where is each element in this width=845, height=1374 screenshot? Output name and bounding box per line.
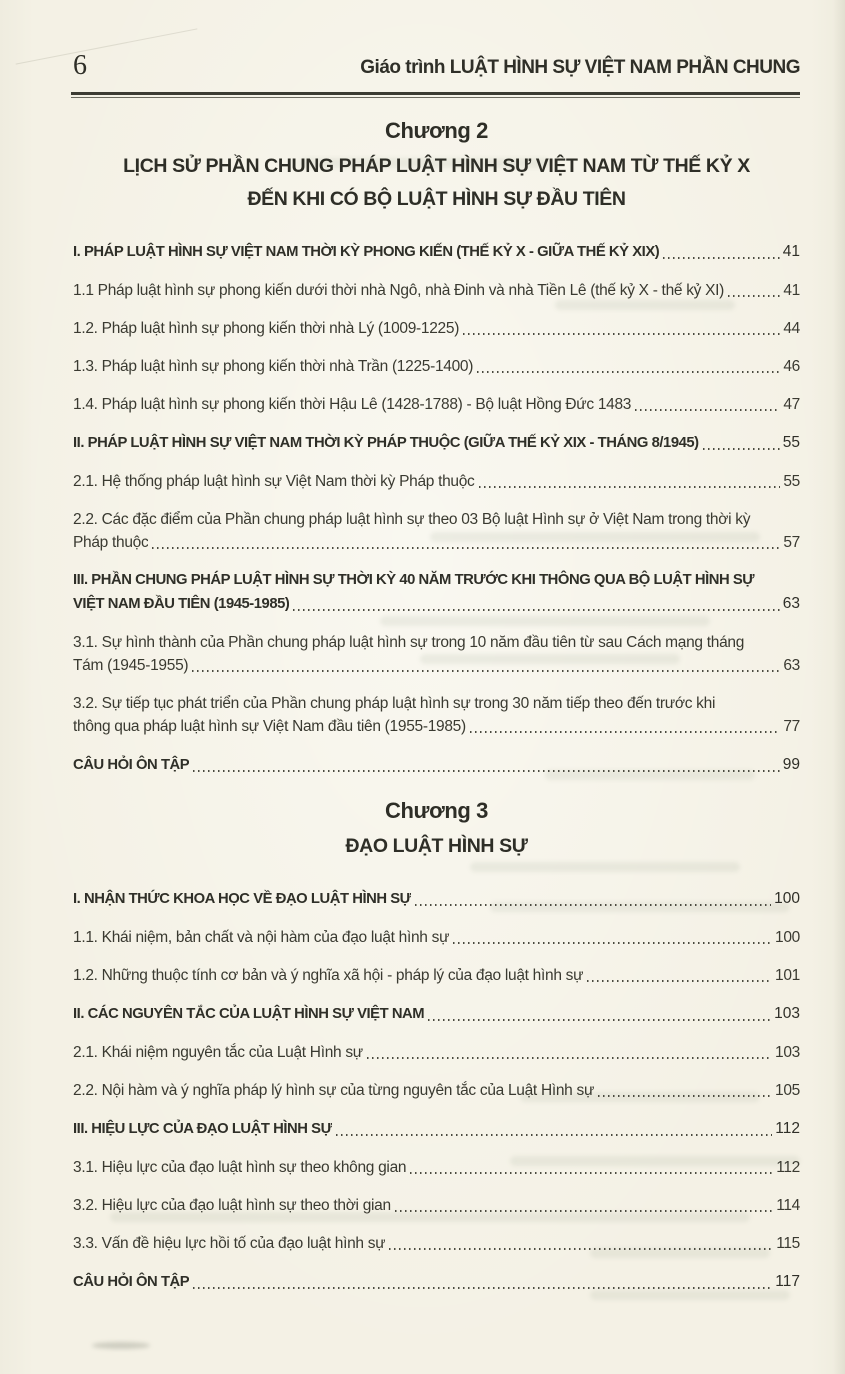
dot-leader [598, 1095, 772, 1097]
toc-entry [73, 964, 800, 987]
toc-entry-row [73, 240, 800, 264]
dot-leader [192, 670, 780, 672]
toc-entry [73, 1117, 800, 1141]
toc-entry-text: I. PHÁP LUẬT HÌNH SỰ VIỆT NAM THỜI KỲ PHONG KIẾN (THẾ KỶ X - GIỮA THẾ KỶ XIX) [73, 244, 660, 260]
toc-entry [73, 1041, 800, 1064]
toc-page-ref: 105 [775, 1082, 800, 1099]
toc-page-ref: 99 [782, 756, 800, 773]
toc-page-ref: 47 [783, 396, 800, 413]
toc-entry [73, 470, 800, 493]
toc-entry-row [73, 715, 800, 738]
toc-entry [73, 240, 800, 264]
toc-entry-text: 2.2. Các đặc điểm của Phần chung pháp luật hình sự theo 03 Bộ luật Hình sự ở Việt Nam trong thời kỳ [73, 511, 751, 528]
dot-leader [479, 486, 781, 488]
toc-entry-text: 1.1. Khái niệm, bản chất và nội hàm của đạo luật hình sự [73, 929, 450, 946]
toc-page-ref: 41 [782, 243, 800, 260]
toc-page-ref: 55 [782, 434, 800, 451]
chapter-title-line: ĐẠO LUẬT HÌNH SỰ [345, 835, 528, 857]
toc-entry-row [73, 964, 800, 987]
toc-entry [73, 1194, 800, 1217]
toc-entry-text: Tám (1945-1955) [73, 657, 189, 674]
dot-leader [453, 942, 772, 944]
toc-entry-row [73, 1117, 800, 1141]
toc-entry-row [73, 654, 800, 677]
toc-page-ref: 103 [775, 1044, 800, 1061]
toc-entry [73, 279, 800, 302]
chapter-label: Chương 3 [385, 798, 488, 823]
dot-leader [635, 409, 780, 411]
toc-chapter [73, 118, 800, 777]
toc-page-ref: 41 [783, 282, 800, 299]
chapter-label: Chương 2 [385, 118, 488, 143]
chapter-title-line: ĐẾN KHI CÓ BỘ LUẬT HÌNH SỰ ĐẦU TIÊN [247, 188, 626, 210]
header-rule [71, 92, 800, 99]
toc-page-ref: 114 [776, 1197, 800, 1214]
toc-entry [73, 1232, 800, 1255]
toc-entry-text: 3.2. Hiệu lực của đạo luật hình sự theo thời gian [73, 1197, 391, 1214]
running-title-prefix: Giáo trình [360, 57, 450, 78]
toc-page-ref: 103 [774, 1005, 800, 1022]
dot-leader [663, 257, 780, 259]
dot-leader [728, 295, 780, 297]
toc-entry-text: 3.1. Hiệu lực của đạo luật hình sự theo không gian [73, 1159, 407, 1176]
dot-leader [367, 1057, 772, 1059]
toc-entry [73, 393, 800, 416]
chapter-entries [73, 887, 800, 1294]
toc-entry [73, 1079, 800, 1102]
scan-edge-shadow [833, 0, 845, 1374]
toc-entry-text: 1.2. Những thuộc tính cơ bản và ý nghĩa xã hội - pháp lý của đạo luật hình sự [73, 967, 584, 984]
toc-entry-text: 3.1. Sự hình thành của Phần chung pháp luật hình sự trong 10 năm đầu tiên từ sau Cách mạng tháng [73, 634, 745, 651]
toc-entry [73, 431, 800, 455]
dot-leader [428, 1019, 771, 1021]
toc-entry-row [73, 317, 800, 340]
toc-entry-text: I. NHẬN THỨC KHOA HỌC VỀ ĐẠO LUẬT HÌNH SỰ [73, 891, 412, 907]
toc-entry-text: III. HIỆU LỰC CỦA ĐẠO LUẬT HÌNH SỰ [73, 1121, 333, 1137]
dot-leader [193, 1287, 772, 1289]
dot-leader [463, 333, 780, 335]
toc-page-ref: 115 [776, 1235, 800, 1252]
toc-entry-text: 1.1 Pháp luật hình sự phong kiến dưới thời nhà Ngô, nhà Đinh và nhà Tiền Lê (thế kỷ X - thế kỷ XI) [73, 282, 725, 299]
toc-entry-text: 2.2. Nội hàm và ý nghĩa pháp lý hình sự của từng nguyên tắc của Luật Hình sự [73, 1082, 595, 1099]
page-header [73, 52, 800, 82]
toc-entry-text: 3.3. Vấn đề hiệu lực hồi tố của đạo luật hình sự [73, 1235, 386, 1252]
toc-entry-row [73, 431, 800, 455]
toc-page-ref: 63 [783, 657, 800, 674]
toc-entry-row [73, 355, 800, 378]
dot-leader [152, 547, 780, 549]
toc-entry-row [73, 470, 800, 493]
toc-entry-text: thông qua pháp luật hình sự Việt Nam đầu tiên (1955-1985) [73, 718, 466, 735]
toc-entry [73, 508, 800, 554]
toc-entry-row [73, 1232, 800, 1255]
page-number: 6 [73, 50, 87, 81]
toc-entry [73, 1002, 800, 1026]
toc-entry-text: CÂU HỎI ÔN TẬP [73, 1274, 190, 1290]
toc-entry-row [73, 531, 800, 554]
header-rule-thick [71, 92, 800, 95]
toc-entry [73, 1156, 800, 1179]
dot-leader [703, 448, 780, 450]
toc-entry-text: Pháp thuộc [73, 534, 149, 551]
running-title-caps: LUẬT HÌNH SỰ VIỆT NAM PHẦN CHUNG [449, 57, 800, 78]
toc-page-ref: 101 [775, 967, 800, 984]
toc-entry-row [73, 926, 800, 949]
toc-entry [73, 569, 800, 616]
toc-entry-row [73, 592, 800, 616]
toc-page-ref: 100 [775, 929, 800, 946]
toc-entry-text: 1.2. Pháp luật hình sự phong kiến thời nhà Lý (1009-1225) [73, 320, 460, 337]
chapter-title-line: LỊCH SỬ PHẦN CHUNG PHÁP LUẬT HÌNH SỰ VIỆT NAM TỪ THẾ KỶ X [123, 155, 750, 177]
toc-entry-row [73, 1041, 800, 1064]
scan-smudge [92, 1342, 150, 1349]
toc-entry-text: II. PHÁP LUẬT HÌNH SỰ VIỆT NAM THỜI KỲ PHÁP THUỘC (GIỮA THẾ KỶ XIX - THÁNG 8/1945) [73, 435, 699, 451]
toc-entry [73, 317, 800, 340]
toc-page-ref: 46 [783, 358, 800, 375]
toc-page-ref: 77 [783, 718, 800, 735]
toc-entry-text: 2.1. Hệ thống pháp luật hình sự Việt Nam thời kỳ Pháp thuộc [73, 473, 475, 490]
dot-leader [415, 904, 771, 906]
toc-entry-row [73, 1194, 800, 1217]
dot-leader [336, 1134, 772, 1136]
toc-entry-row [73, 279, 800, 302]
toc-entry-text: 3.2. Sự tiếp tục phát triển của Phần chung pháp luật hình sự trong 30 năm tiếp theo đến trước khi [73, 695, 716, 712]
toc-entry-text: 1.4. Pháp luật hình sự phong kiến thời Hậu Lê (1428-1788) - Bộ luật Hồng Đức 1483 [73, 396, 632, 413]
toc-entry [73, 355, 800, 378]
dot-leader [470, 731, 781, 733]
toc-entry-row [73, 393, 800, 416]
header-rule-thin [71, 97, 800, 98]
toc-entry-text: VIỆT NAM ĐẦU TIÊN (1945-1985) [73, 596, 290, 612]
chapters [73, 118, 800, 1294]
chapter-entries [73, 240, 800, 777]
toc-entry [73, 753, 800, 777]
toc-chapter [73, 798, 800, 1294]
dot-leader [293, 609, 779, 611]
toc-page-ref: 55 [783, 473, 800, 490]
toc-entry-row [73, 753, 800, 777]
toc-page-ref: 63 [782, 595, 800, 612]
toc-entry [73, 631, 800, 677]
toc-entry-row [73, 1156, 800, 1179]
dot-leader [395, 1210, 773, 1212]
toc-entry-row [73, 1079, 800, 1102]
toc-page-ref: 44 [783, 320, 800, 337]
toc-entry [73, 926, 800, 949]
toc-entry-text: 1.3. Pháp luật hình sự phong kiến thời nhà Trần (1225-1400) [73, 358, 474, 375]
toc-page-ref: 112 [776, 1159, 800, 1176]
running-title [360, 57, 800, 82]
table-of-contents [73, 104, 800, 1309]
dot-leader [477, 371, 780, 373]
toc-entry [73, 1270, 800, 1294]
toc-entry-text: 2.1. Khái niệm nguyên tắc của Luật Hình sự [73, 1044, 363, 1061]
toc-entry-text: CÂU HỎI ÔN TẬP [73, 757, 190, 773]
dot-leader [410, 1172, 773, 1174]
toc-entry-row [73, 887, 800, 911]
toc-entry-text: II. CÁC NGUYÊN TẮC CỦA LUẬT HÌNH SỰ VIỆT NAM [73, 1006, 425, 1022]
toc-entry-row [73, 1002, 800, 1026]
toc-page-ref: 57 [783, 534, 800, 551]
toc-page-ref: 117 [775, 1273, 800, 1290]
toc-entry [73, 692, 800, 738]
toc-entry-text: III. PHẦN CHUNG PHÁP LUẬT HÌNH SỰ THỜI KỲ 40 NĂM TRƯỚC KHI THÔNG QUA BỘ LUẬT HÌNH SỰ [73, 572, 755, 588]
toc-entry [73, 887, 800, 911]
dot-leader [193, 770, 780, 772]
dot-leader [389, 1248, 773, 1250]
dot-leader [587, 980, 772, 982]
toc-page-ref: 112 [775, 1120, 800, 1137]
toc-entry-row [73, 1270, 800, 1294]
toc-page-ref: 100 [774, 890, 800, 907]
